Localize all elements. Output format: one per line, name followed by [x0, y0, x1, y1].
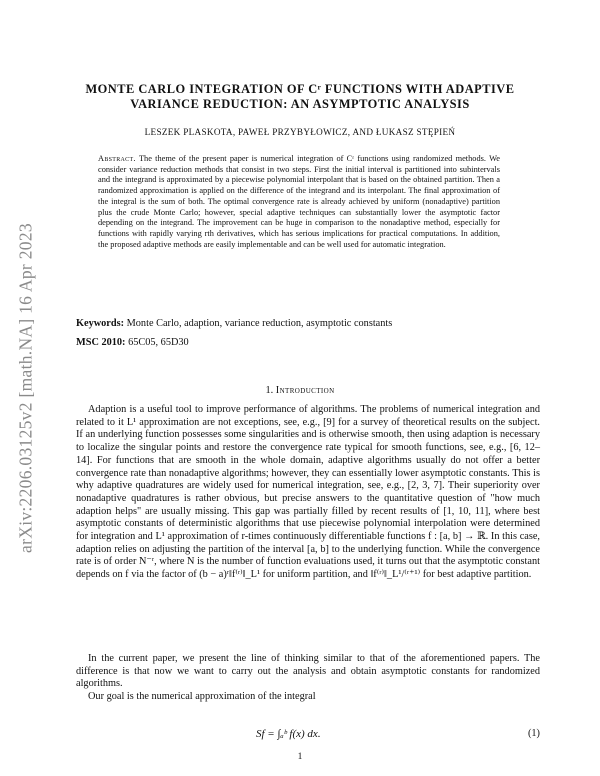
keywords-line [76, 318, 392, 329]
section-heading [60, 385, 540, 396]
body-paragraph: In the current paper, we present the line of thinking similar to that of the aforementioned papers. The difference is that now we want to carry out the analysis and obtain asymptotic constants for randomized algorithms. [76, 653, 540, 690]
msc-text: 65C05, 65D30 [128, 337, 189, 348]
body-paragraph: Adaption is a useful tool to improve performance of algorithms. The problems of numerical integration and related to it L¹ approximation are not exceptions, see, e.g., [9] for a survey of theoretical results on the subject. If an underlying function possesses some singularities and is otherwise smooth, then using adaption is necessary to localize the singular points and restore the convergence rate typical for smooth functions, see, e.g., [6, 12–14]. For functions that are smooth in the whole domain, adaptive algorithms usually do not offer a better convergence rate than nonadaptive algorithms; however, they can essentially lower asymptotic constants. This is why adaptive quadratures are widely used for numerical integration, see, e.g., [2, 3, 7]. Their superiority over nonadaptive quadratures is rather obvious, but precise answers to the quantitative question of "how much adaption helps" are usually missing. This gap was partially filled by recent results of [1, 10, 11], where best asymptotic constants of deterministic algorithms that use piecewise polynomial interpolation were determined for integration and L¹ approximation of r-times continuously differentiable functions f : [a, b] → ℝ. In this case, adaption relies on adjusting the partition of the interval [a, b] to the underlying function. While the convergence rate is of order N⁻ʳ, where N is the number of function evaluations used, it turns out that the asymptotic constant depends on f via the factor of (b − a)ʳ‖f⁽ʳ⁾‖_L¹ for uniform partition, and ‖f⁽ʳ⁾‖_L¹/⁽ʳ⁺¹⁾ for best adaptive partition. [76, 404, 540, 581]
paper-title: MONTE CARLO INTEGRATION OF Cʳ FUNCTIONS WITH ADAPTIVE VARIANCE REDUCTION: AN ASYMPTOTIC ANALYSIS [85, 82, 515, 111]
paper-authors: LESZEK PLASKOTA, PAWEŁ PRZYBYŁOWICZ, AND ŁUKASZ STĘPIEŃ [144, 127, 456, 137]
abstract-label: Abstract. [98, 154, 136, 163]
msc-line [76, 337, 189, 348]
page-number: 1 [297, 752, 303, 762]
body-paragraph: Our goal is the numerical approximation of the integral [88, 691, 316, 702]
equation [76, 724, 540, 752]
section-title: Introduction [275, 385, 335, 396]
keywords-label: Keywords: [76, 318, 125, 329]
msc-label: MSC 2010: [76, 337, 126, 348]
abstract [98, 154, 500, 250]
section-number: 1. [265, 385, 274, 396]
abstract-text: The theme of the present paper is numerical integration of Cʳ functions using randomized methods. We consider variance reduction methods that consist in two steps. First the initial interval is partitioned into subintervals and the integrand is approximated by a piecewise polynomial interpolant that is based on the obtained partition. Then a randomized approximation is applied on the difference of the integrand and its interpolant. The final approximation of the integral is the sum of both. The optimal convergence rate is already achieved by uniform (nonadaptive) partition plus the crude Monte Carlo; however, special adaptive techniques can substantially lower the asymptotic factor depending on the integrand. The improvement can be huge in comparison to the nonadaptive method, especially for functions with rapidly varying rth derivatives, which has serious implications for practical computations. In addition, the proposed adaptive methods are easily implementable and can be well used for automatic integration. [98, 154, 500, 249]
equation-number: (1) [527, 728, 540, 739]
equation-expression: Sf = ∫ₐᵇ f(x) dx. [256, 728, 321, 740]
arxiv-stamp: arXiv:2206.03125v2 [math.NA] 16 Apr 2023 [15, 223, 36, 553]
keywords-text: Monte Carlo, adaption, variance reduction, asymptotic constants [126, 318, 393, 329]
